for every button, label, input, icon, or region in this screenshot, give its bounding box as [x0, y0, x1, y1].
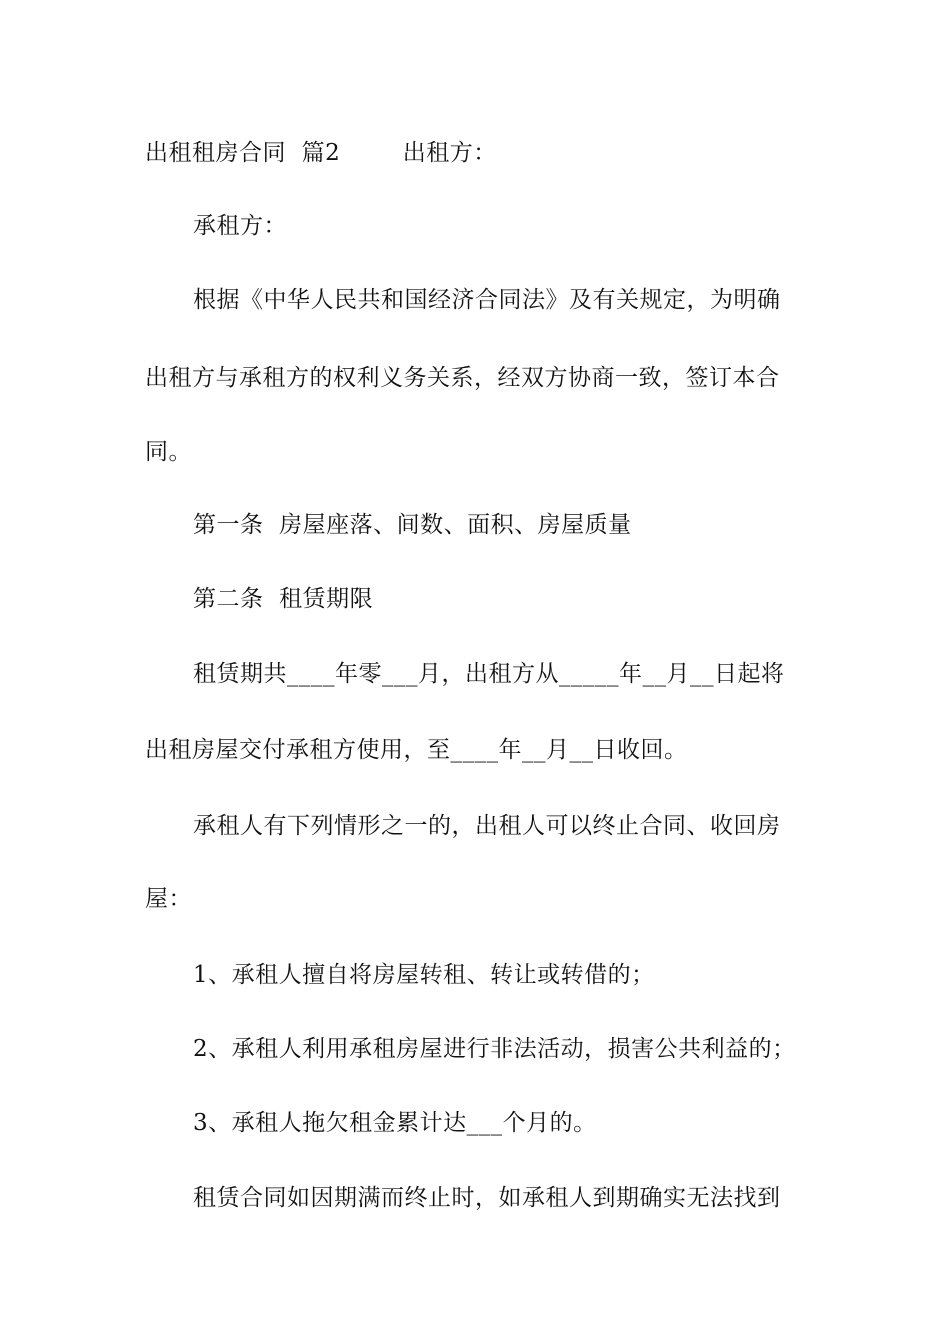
- paragraph-line: 承租人有下列情形之一的，出租人可以终止合同、收回房: [193, 813, 781, 839]
- paragraph-line: 根据《中华人民共和国经济合同法》及有关规定，为明确: [193, 287, 781, 313]
- paragraph-line: 租赁期共____年零___月，出租方从_____年__月__日起将: [193, 661, 785, 687]
- article-title: 第一条 房屋座落、间数、面积、房屋质量: [193, 512, 632, 538]
- paragraph-line: 同。: [145, 439, 192, 465]
- paragraph-line: 出租方与承租方的权利义务关系，经双方协商一致，签订本合: [145, 365, 780, 391]
- paragraph-line: 租赁合同如因期满而终止时，如承租人到期确实无法找到: [193, 1185, 781, 1211]
- article-title: 第二条 租赁期限: [193, 586, 374, 612]
- heading-line: 出租租房合同 篇2 出租方：: [145, 140, 497, 166]
- paragraph-line: 出租房屋交付承租方使用，至____年__月__日收回。: [145, 737, 688, 763]
- paragraph-line: 屋：: [145, 886, 192, 912]
- list-item: 3、承租人拖欠租金累计达___个月的。: [193, 1110, 597, 1136]
- list-item: 2、承租人利用承租房屋进行非法活动，损害公共利益的；: [193, 1036, 796, 1062]
- lessee-line: 承租方：: [193, 213, 287, 239]
- list-item: 1、承租人擅自将房屋转租、转让或转借的；: [193, 962, 655, 988]
